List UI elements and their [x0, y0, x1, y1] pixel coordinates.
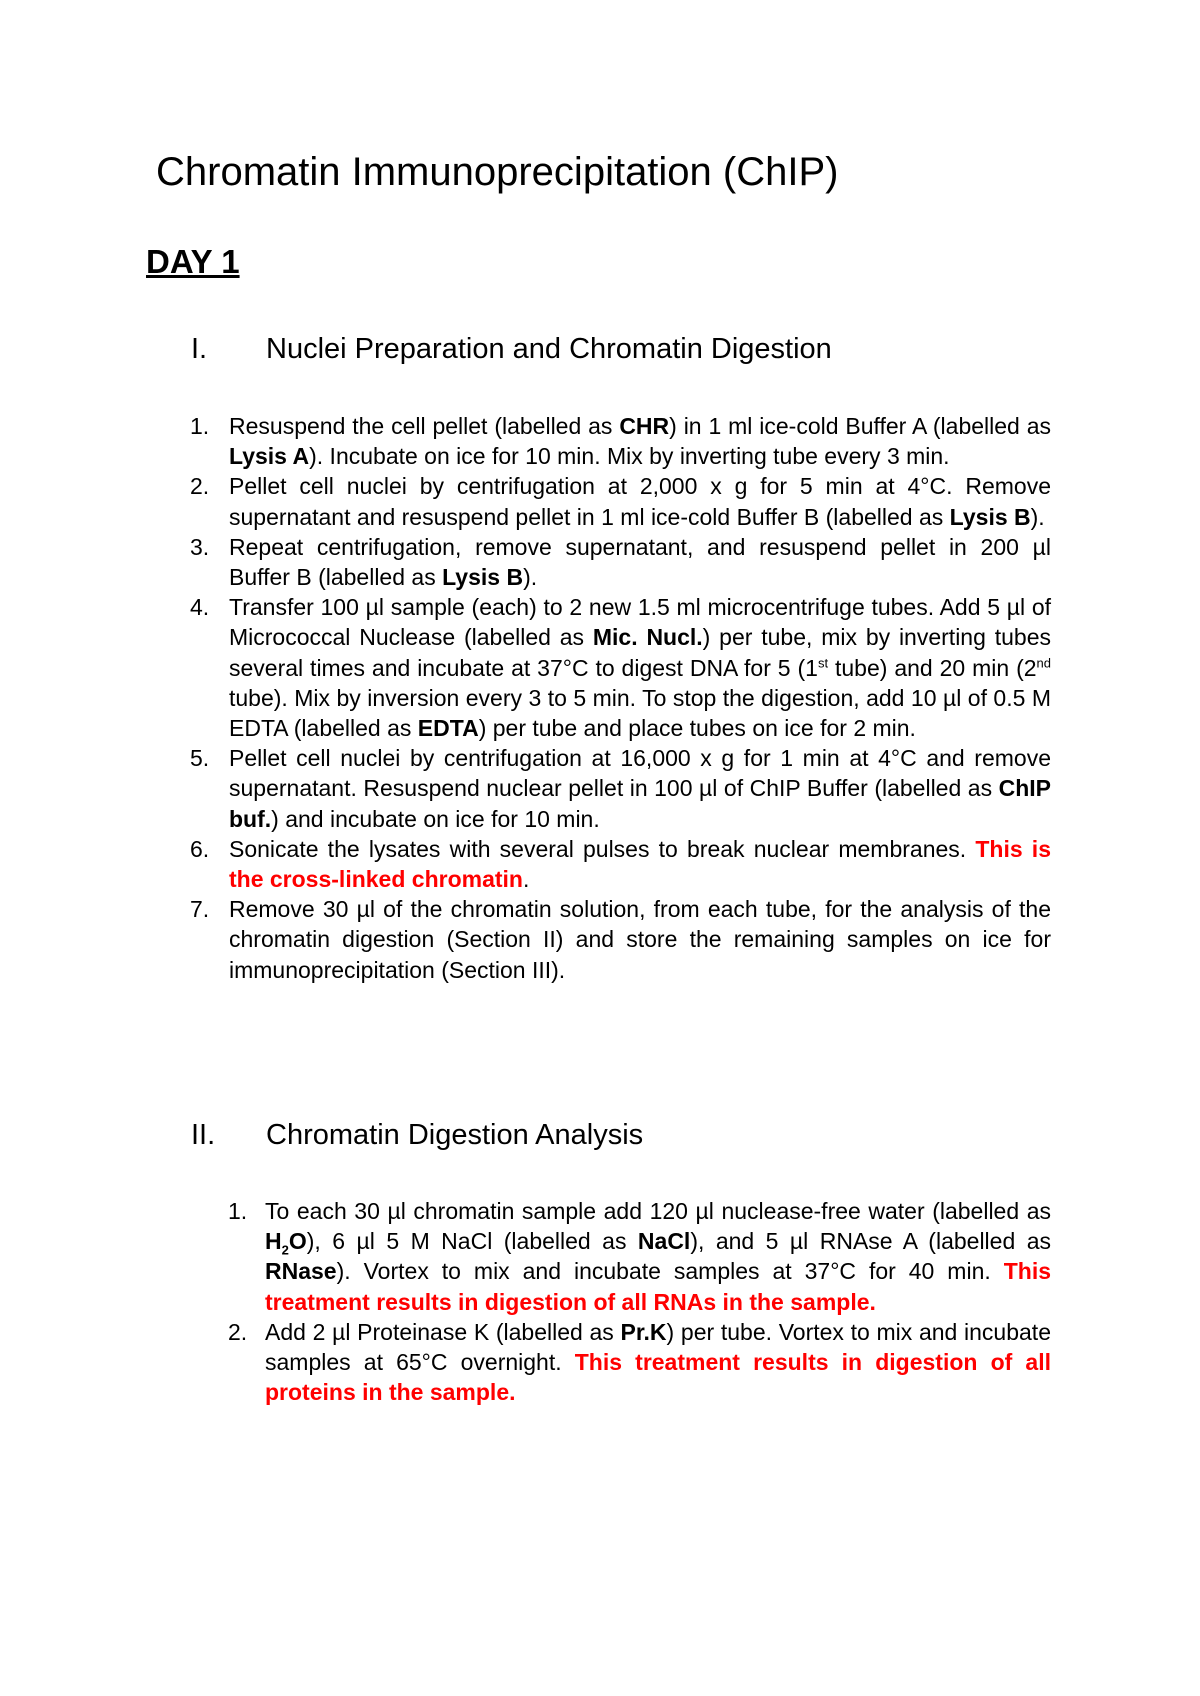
- step-text: Pellet cell nuclei by centrifugation at 2,000 x g for 5 min at 4°C. Remove supernatant and resuspend pellet in 1 ml ice-cold Buffer B (labelled as: [229, 473, 1051, 530]
- page-title: Chromatin Immunoprecipitation (ChIP): [156, 150, 839, 194]
- step-text: Remove 30 µl of the chromatin solution, from each tube, for the analysis of the chromatin digestion (Section II) and store the remaining samples on ice for immunoprecipitation (Section III).: [229, 896, 1051, 983]
- section-title: Chromatin Digestion Analysis: [266, 1119, 644, 1151]
- step-text: ). Incubate on ice for 10 min. Mix by inverting tube every 3 min.: [309, 443, 950, 470]
- section-1-steps: [190, 411, 1051, 985]
- step-text: ) per tube, mix by inverting tubes several times and incubate at 37°C to digest DNA for 5 (1: [229, 624, 1051, 681]
- section-2-steps: [228, 1196, 1051, 1407]
- reagent-label: O: [288, 1228, 307, 1255]
- reagent-label: H: [265, 1228, 282, 1255]
- reagent-label: EDTA: [417, 715, 479, 742]
- list-item: [190, 834, 1051, 894]
- step-text: Repeat centrifugation, remove supernatant, and resuspend pellet in 200 µl Buffer B (labelled as: [229, 533, 1051, 591]
- reagent-label: Lysis B: [949, 503, 1031, 530]
- step-number: 4.: [190, 594, 210, 621]
- step-text: ), 6 µl 5 M NaCl (labelled as: [306, 1228, 638, 1255]
- list-item: [190, 471, 1051, 531]
- step-text: tube). Mix by inversion every 3 to 5 min. To stop the digestion, add 10 µl of 0.5 M EDTA (labelled as: [229, 684, 1051, 742]
- step-text: To each 30 µl chromatin sample add 120 µl nuclease-free water (labelled as: [265, 1198, 1051, 1224]
- section-number: I.: [191, 333, 208, 365]
- list-item: [190, 894, 1051, 985]
- reagent-label: ChIP buf.: [229, 775, 1051, 832]
- step-text: ).: [523, 564, 538, 591]
- reagent-label: Lysis B: [442, 564, 524, 591]
- step-text: ) per tube and place tubes on ice for 2 min.: [478, 715, 916, 742]
- subscript: 2: [281, 1242, 289, 1258]
- list-item: [190, 532, 1051, 592]
- step-text: ), and 5 µl RNAse A (labelled as: [690, 1228, 1051, 1255]
- step-number: 1.: [228, 1198, 248, 1224]
- day-heading: DAY 1: [146, 243, 240, 280]
- step-text: Sonicate the lysates with several pulses to break nuclear membranes.: [229, 835, 976, 862]
- step-text: Transfer 100 µl sample (each) to 2 new 1.5 ml microcentrifuge tubes. Add 5 µl of Micrococcal Nuclease (labelled as: [229, 594, 1051, 651]
- reagent-label: CHR: [619, 413, 670, 439]
- list-item: [228, 1317, 1051, 1408]
- step-text: ). Vortex to mix and incubate samples at 37°C for 40 min.: [336, 1258, 1004, 1285]
- list-item: [228, 1196, 1051, 1317]
- highlight-note: This treatment results in digestion of all proteins in the sample.: [265, 1349, 1051, 1406]
- step-text: Add 2 µl Proteinase K (labelled as: [265, 1318, 621, 1345]
- step-text: ).: [1030, 503, 1045, 530]
- reagent-label: Pr.K: [620, 1318, 667, 1345]
- step-number: 3.: [190, 533, 210, 560]
- section-2-heading: [191, 1119, 643, 1152]
- step-number: 1.: [190, 413, 210, 439]
- section-title: Nuclei Preparation and Chromatin Digestion: [266, 333, 832, 365]
- list-item: [190, 411, 1051, 471]
- step-text: ) and incubate on ice for 10 min.: [271, 805, 600, 832]
- list-item: [190, 592, 1051, 743]
- step-number: 2.: [190, 473, 210, 500]
- step-text: ) per tube. Vortex to mix and incubate samples at 65°C overnight.: [265, 1318, 1051, 1376]
- section-1-heading: [191, 333, 832, 366]
- reagent-label: Lysis A: [229, 443, 310, 470]
- list-item: [190, 743, 1051, 834]
- step-text: ) in 1 ml ice-cold Buffer A (labelled as: [669, 413, 1052, 439]
- reagent-label: NaCl: [637, 1228, 691, 1255]
- step-text: .: [522, 866, 530, 893]
- step-number: 2.: [228, 1318, 248, 1345]
- ordinal-suffix: st: [817, 654, 829, 670]
- highlight-note: This treatment results in digestion of all RNAs in the sample.: [265, 1258, 1051, 1315]
- reagent-label: RNase: [265, 1258, 337, 1285]
- step-number: 7.: [190, 896, 210, 923]
- highlight-note: This is the cross-linked chromatin: [229, 835, 1051, 893]
- step-number: 5.: [190, 745, 210, 772]
- step-text: tube) and 20 min (2: [828, 654, 1037, 681]
- step-text: Resuspend the cell pellet (labelled as: [229, 413, 620, 439]
- ordinal-suffix: nd: [1036, 654, 1051, 670]
- step-text: Pellet cell nuclei by centrifugation at 16,000 x g for 1 min at 4°C and remove supernatant. Resuspend nuclear pellet in 100 µl of ChIP Buffer (labelled as: [229, 745, 1051, 802]
- step-number: 6.: [190, 835, 210, 862]
- section-number: II.: [191, 1119, 216, 1151]
- reagent-label: Mic. Nucl.: [592, 624, 703, 651]
